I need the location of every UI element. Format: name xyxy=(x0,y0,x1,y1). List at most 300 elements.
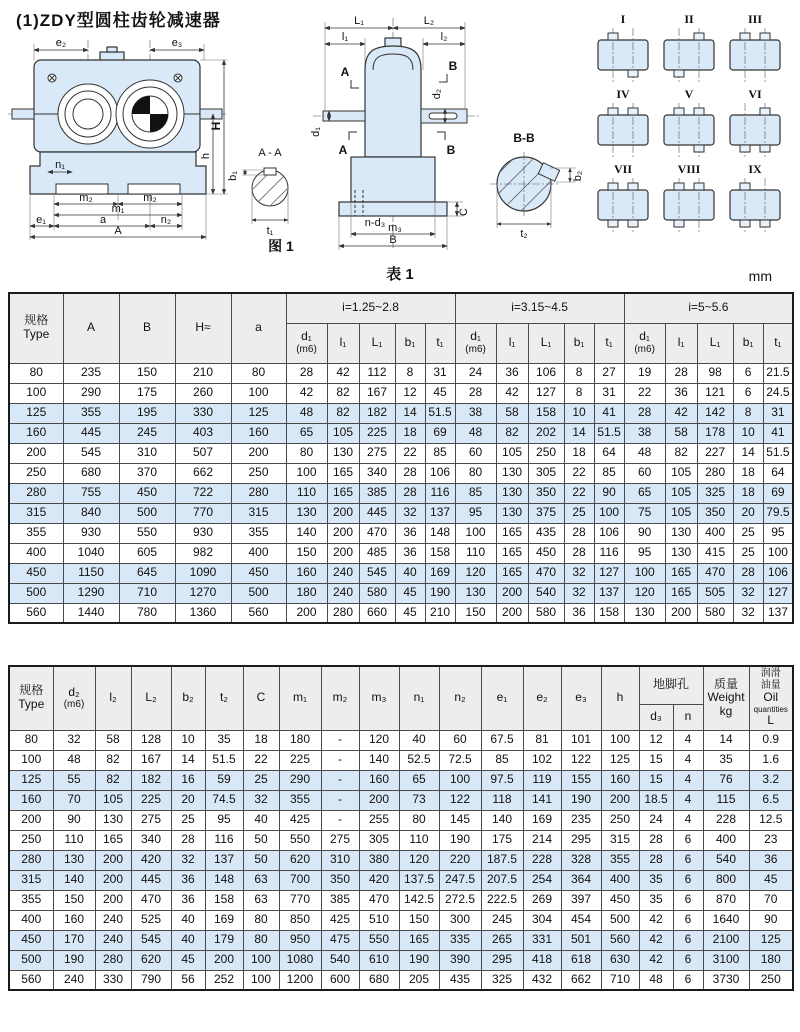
header-t1: t₁ xyxy=(425,323,455,363)
value-cell: 80 xyxy=(455,463,496,483)
row-type-cell: 125 xyxy=(9,770,53,790)
dimension-table-1 xyxy=(8,292,794,624)
dimension-table-2 xyxy=(8,665,794,991)
value-cell: 470 xyxy=(359,523,395,543)
value-cell: 14 xyxy=(564,423,594,443)
row-type-cell: 560 xyxy=(9,970,53,990)
value-cell: 137 xyxy=(763,603,793,623)
table-row xyxy=(9,583,793,603)
value-cell: 310 xyxy=(119,443,175,463)
value-cell: 300 xyxy=(439,910,481,930)
value-cell: 130 xyxy=(496,483,528,503)
value-cell: 280 xyxy=(327,603,359,623)
shaft-stub-tr xyxy=(694,183,704,190)
value-cell: 105 xyxy=(95,790,131,810)
value-cell: 6 xyxy=(673,950,703,970)
variant-diagram xyxy=(656,176,722,234)
value-cell: 200 xyxy=(95,890,131,910)
value-cell: 82 xyxy=(496,423,528,443)
value-cell: 95 xyxy=(205,810,243,830)
value-cell: 269 xyxy=(523,890,561,910)
value-cell: 315 xyxy=(601,830,639,850)
value-cell: 64 xyxy=(594,443,624,463)
value-cell: 370 xyxy=(119,463,175,483)
header-l2: l₂ xyxy=(95,666,131,730)
value-cell: 10 xyxy=(733,423,763,443)
value-cell: 165 xyxy=(496,543,528,563)
row-type-cell: 560 xyxy=(9,603,63,623)
value-cell: 510 xyxy=(359,910,399,930)
value-cell: 125 xyxy=(749,930,793,950)
value-cell: 220 xyxy=(439,850,481,870)
value-cell: 31 xyxy=(425,363,455,383)
value-cell: 275 xyxy=(359,443,395,463)
value-cell: 165 xyxy=(496,523,528,543)
value-cell: 45 xyxy=(749,870,793,890)
value-cell: 290 xyxy=(63,383,119,403)
shaft-stub-tl xyxy=(740,33,750,40)
value-cell: 403 xyxy=(175,423,231,443)
value-cell: 116 xyxy=(425,483,455,503)
value-cell: 120 xyxy=(624,583,665,603)
header-m1: m₁ xyxy=(279,666,321,730)
value-cell: 32 xyxy=(733,583,763,603)
value-cell: 350 xyxy=(321,870,359,890)
value-cell: 58 xyxy=(665,423,697,443)
value-cell: 14 xyxy=(733,443,763,463)
table-row xyxy=(9,363,793,383)
value-cell: 165 xyxy=(95,830,131,850)
table-row xyxy=(9,503,793,523)
value-cell: 48 xyxy=(286,403,327,423)
header-n: n xyxy=(673,704,703,730)
variant-diagram xyxy=(590,101,656,159)
value-cell: 450 xyxy=(231,563,286,583)
value-cell: 1040 xyxy=(63,543,119,563)
value-cell: 228 xyxy=(523,850,561,870)
value-cell: 122 xyxy=(561,750,601,770)
table-row xyxy=(9,463,793,483)
value-cell: 40 xyxy=(243,810,279,830)
dim-a: a xyxy=(99,214,107,226)
value-cell: 240 xyxy=(53,970,95,990)
section-aa-drawing xyxy=(226,146,302,242)
value-cell: 42 xyxy=(639,910,673,930)
shaft-stub-tl xyxy=(674,183,684,190)
value-cell: 18 xyxy=(243,730,279,750)
value-cell: 63 xyxy=(243,890,279,910)
header-b1: b₁ xyxy=(564,323,594,363)
value-cell: 200 xyxy=(231,443,286,463)
value-cell: 190 xyxy=(439,830,481,850)
value-cell: 260 xyxy=(175,383,231,403)
value-cell: 8 xyxy=(564,383,594,403)
table-row xyxy=(9,750,793,770)
value-cell: 662 xyxy=(561,970,601,990)
shaft-stub-br xyxy=(628,70,638,77)
value-cell: 710 xyxy=(119,583,175,603)
shaft-stub-bl xyxy=(608,220,618,227)
value-cell: 105 xyxy=(496,443,528,463)
table-row xyxy=(9,970,793,990)
value-cell: 42 xyxy=(496,383,528,403)
value-cell: 722 xyxy=(175,483,231,503)
value-cell: 6 xyxy=(673,830,703,850)
table-row xyxy=(9,403,793,423)
value-cell: 32 xyxy=(243,790,279,810)
value-cell: 52.5 xyxy=(399,750,439,770)
value-cell: 280 xyxy=(697,463,733,483)
value-cell: 182 xyxy=(359,403,395,423)
table-row xyxy=(9,870,793,890)
value-cell: 59 xyxy=(205,770,243,790)
value-cell: 304 xyxy=(523,910,561,930)
value-cell: 56 xyxy=(171,970,205,990)
value-cell: 28 xyxy=(286,363,327,383)
table-row xyxy=(9,423,793,443)
shaft-stub-tl xyxy=(608,108,618,115)
value-cell: 272.5 xyxy=(439,890,481,910)
value-cell: 160 xyxy=(53,910,95,930)
value-cell: 190 xyxy=(399,950,439,970)
header-a: a xyxy=(231,293,286,363)
value-cell: 60 xyxy=(624,463,665,483)
value-cell: 200 xyxy=(286,603,327,623)
value-cell: 141 xyxy=(523,790,561,810)
value-cell: 165 xyxy=(496,563,528,583)
value-cell: 167 xyxy=(359,383,395,403)
value-cell: 160 xyxy=(359,770,399,790)
value-cell: 48 xyxy=(455,423,496,443)
value-cell: 425 xyxy=(279,810,321,830)
value-cell: 450 xyxy=(119,483,175,503)
value-cell: 125 xyxy=(231,403,286,423)
variant-diagram xyxy=(656,101,722,159)
value-cell: 100 xyxy=(243,970,279,990)
value-cell: 6 xyxy=(673,870,703,890)
value-cell: 130 xyxy=(624,603,665,623)
value-cell: 950 xyxy=(279,930,321,950)
value-cell: 32 xyxy=(733,603,763,623)
table1-caption: 表 1 xyxy=(386,266,414,283)
value-cell: 540 xyxy=(703,850,749,870)
value-cell: 525 xyxy=(131,910,171,930)
value-cell: 165 xyxy=(399,930,439,950)
value-cell: 100 xyxy=(286,463,327,483)
value-cell: 165 xyxy=(327,463,359,483)
value-cell: 235 xyxy=(63,363,119,383)
value-cell: 432 xyxy=(523,970,561,990)
value-cell: 74.5 xyxy=(205,790,243,810)
value-cell: 128 xyxy=(131,730,171,750)
value-cell: 630 xyxy=(601,950,639,970)
value-cell: 106 xyxy=(528,363,564,383)
value-cell: 81 xyxy=(523,730,561,750)
value-cell: 225 xyxy=(359,423,395,443)
row-type-cell: 400 xyxy=(9,543,63,563)
value-cell: 137 xyxy=(425,503,455,523)
value-cell: 200 xyxy=(359,790,399,810)
value-cell: 58 xyxy=(95,730,131,750)
value-cell: 180 xyxy=(286,583,327,603)
value-cell: 148 xyxy=(205,870,243,890)
value-cell: 6 xyxy=(673,910,703,930)
value-cell: 41 xyxy=(763,423,793,443)
value-cell: 28 xyxy=(639,830,673,850)
header-l1: l₁ xyxy=(327,323,359,363)
value-cell: 155 xyxy=(561,770,601,790)
value-cell: 40 xyxy=(395,563,425,583)
value-cell: 15 xyxy=(639,770,673,790)
value-cell: 119 xyxy=(523,770,561,790)
value-cell: 214 xyxy=(523,830,561,850)
value-cell: 600 xyxy=(321,970,359,990)
value-cell: 36 xyxy=(171,890,205,910)
dim-e2: e₂ xyxy=(55,37,67,49)
value-cell: 63 xyxy=(243,870,279,890)
header-ratio-group-2: i=3.15~4.5 xyxy=(455,293,624,323)
figure-caption: 图 1 xyxy=(268,238,294,254)
header-m3: m₃ xyxy=(359,666,399,730)
shaft-stub-bl xyxy=(674,220,684,227)
value-cell: 16 xyxy=(171,770,205,790)
value-cell: 38 xyxy=(455,403,496,423)
value-cell: 127 xyxy=(528,383,564,403)
value-cell: - xyxy=(321,730,359,750)
value-cell: 82 xyxy=(327,383,359,403)
value-cell: 250 xyxy=(601,810,639,830)
value-cell: 90 xyxy=(749,910,793,930)
value-cell: 470 xyxy=(528,563,564,583)
value-cell: 3730 xyxy=(703,970,749,990)
value-cell: 130 xyxy=(95,810,131,830)
value-cell: 100 xyxy=(439,770,481,790)
value-cell: 280 xyxy=(231,483,286,503)
value-cell: 130 xyxy=(496,503,528,523)
header-e2: e₂ xyxy=(523,666,561,730)
value-cell: 190 xyxy=(425,583,455,603)
value-cell: 254 xyxy=(523,870,561,890)
value-cell: 42 xyxy=(327,363,359,383)
value-cell: 73 xyxy=(399,790,439,810)
value-cell: 790 xyxy=(131,970,171,990)
value-cell: 10 xyxy=(564,403,594,423)
value-cell: 178 xyxy=(697,423,733,443)
value-cell: 180 xyxy=(279,730,321,750)
variant-label: V xyxy=(684,87,694,101)
value-cell: 1360 xyxy=(175,603,231,623)
value-cell: 36 xyxy=(395,523,425,543)
value-cell: 42 xyxy=(639,950,673,970)
value-cell: 137 xyxy=(594,583,624,603)
value-cell: 100 xyxy=(763,543,793,563)
value-cell: 500 xyxy=(601,910,639,930)
value-cell: 100 xyxy=(624,563,665,583)
value-cell: 3100 xyxy=(703,950,749,970)
header-e3: e₃ xyxy=(561,666,601,730)
value-cell: 305 xyxy=(528,463,564,483)
value-cell: 645 xyxy=(119,563,175,583)
value-cell: 610 xyxy=(359,950,399,970)
dim-d2: d₂ xyxy=(431,88,443,100)
header-B: B xyxy=(119,293,175,363)
header-n1: n₁ xyxy=(399,666,439,730)
value-cell: 200 xyxy=(327,523,359,543)
value-cell: 58 xyxy=(496,403,528,423)
value-cell: 418 xyxy=(523,950,561,970)
value-cell: 6 xyxy=(673,890,703,910)
value-cell: 22 xyxy=(624,383,665,403)
dim-m1: m₁ xyxy=(111,203,125,215)
value-cell: 150 xyxy=(53,890,95,910)
row-type-cell: 450 xyxy=(9,930,53,950)
value-cell: 12 xyxy=(639,730,673,750)
value-cell: 25 xyxy=(733,543,763,563)
value-cell: 116 xyxy=(205,830,243,850)
value-cell: 150 xyxy=(286,543,327,563)
value-cell: 158 xyxy=(594,603,624,623)
value-cell: 1200 xyxy=(279,970,321,990)
value-cell: 225 xyxy=(279,750,321,770)
variant-diagram xyxy=(590,26,656,84)
value-cell: 870 xyxy=(703,890,749,910)
value-cell: 18 xyxy=(564,443,594,463)
table-row xyxy=(9,383,793,403)
value-cell: 700 xyxy=(279,870,321,890)
value-cell: 470 xyxy=(359,890,399,910)
value-cell: 97.5 xyxy=(481,770,523,790)
value-cell: 28 xyxy=(639,850,673,870)
dim-e3: e₃ xyxy=(171,37,183,49)
shaft-stub-tr xyxy=(760,33,770,40)
value-cell: 175 xyxy=(481,830,523,850)
mount-variant-IV xyxy=(590,87,656,159)
value-cell: 200 xyxy=(496,603,528,623)
value-cell: 140 xyxy=(481,810,523,830)
value-cell: 200 xyxy=(95,850,131,870)
dim-h: h xyxy=(200,152,212,160)
value-cell: 8 xyxy=(395,363,425,383)
row-type-cell: 250 xyxy=(9,463,63,483)
value-cell: 102 xyxy=(523,750,561,770)
shaft-stub-bl xyxy=(674,70,684,77)
value-cell: 364 xyxy=(561,870,601,890)
value-cell: 169 xyxy=(523,810,561,830)
value-cell: 420 xyxy=(131,850,171,870)
shaft-stub-br xyxy=(760,220,770,227)
value-cell: 116 xyxy=(594,543,624,563)
value-cell: 90 xyxy=(53,810,95,830)
value-cell: 100 xyxy=(455,523,496,543)
header-l1: l₁ xyxy=(665,323,697,363)
value-cell: 200 xyxy=(327,543,359,563)
value-cell: 618 xyxy=(561,950,601,970)
section-marker-a-top: A xyxy=(340,65,350,79)
value-cell: 200 xyxy=(601,790,639,810)
value-cell: 51.5 xyxy=(594,423,624,443)
dim-H: H xyxy=(209,121,223,131)
value-cell: 48 xyxy=(639,970,673,990)
value-cell: 167 xyxy=(131,750,171,770)
table-row xyxy=(9,890,793,910)
header-L1: L₁ xyxy=(359,323,395,363)
value-cell: 110 xyxy=(53,830,95,850)
value-cell: 140 xyxy=(286,523,327,543)
value-cell: 24 xyxy=(455,363,496,383)
value-cell: 12 xyxy=(395,383,425,403)
value-cell: 20 xyxy=(733,503,763,523)
value-cell: 23 xyxy=(749,830,793,850)
value-cell: 60 xyxy=(455,443,496,463)
value-cell: 420 xyxy=(359,870,399,890)
value-cell: 90 xyxy=(594,483,624,503)
value-cell: 51.5 xyxy=(205,750,243,770)
variant-label: VII xyxy=(613,162,632,176)
mount-variant-VI xyxy=(722,87,788,159)
value-cell: 540 xyxy=(528,583,564,603)
value-cell: 50 xyxy=(243,850,279,870)
value-cell: 31 xyxy=(763,403,793,423)
value-cell: 200 xyxy=(327,503,359,523)
value-cell: 55 xyxy=(53,770,95,790)
value-cell: 1270 xyxy=(175,583,231,603)
header-ratio-group-1: i=1.25~2.8 xyxy=(286,293,455,323)
value-cell: 14 xyxy=(171,750,205,770)
row-type-cell: 500 xyxy=(9,583,63,603)
value-cell: 1150 xyxy=(63,563,119,583)
value-cell: 70 xyxy=(749,890,793,910)
value-cell: 25 xyxy=(564,503,594,523)
value-cell: 385 xyxy=(321,890,359,910)
value-cell: 6 xyxy=(673,850,703,870)
value-cell: 175 xyxy=(119,383,175,403)
value-cell: 22 xyxy=(243,750,279,770)
variant-label: VIII xyxy=(677,162,701,176)
table-row xyxy=(9,850,793,870)
value-cell: 415 xyxy=(697,543,733,563)
value-cell: 41 xyxy=(594,403,624,423)
value-cell: 100 xyxy=(243,950,279,970)
value-cell: 545 xyxy=(63,443,119,463)
value-cell: 100 xyxy=(594,503,624,523)
value-cell: 580 xyxy=(528,603,564,623)
value-cell: 21.5 xyxy=(763,363,793,383)
value-cell: 28 xyxy=(171,830,205,850)
header-oil: 润滑 油量 Oil quantities L xyxy=(749,666,793,730)
value-cell: 240 xyxy=(95,910,131,930)
value-cell: 470 xyxy=(131,890,171,910)
value-cell: 1080 xyxy=(279,950,321,970)
value-cell: 325 xyxy=(481,970,523,990)
header-d1: d₁ (m6) xyxy=(624,323,665,363)
header-n2: n₂ xyxy=(439,666,481,730)
value-cell: 400 xyxy=(231,543,286,563)
value-cell: 36 xyxy=(496,363,528,383)
value-cell: 35 xyxy=(639,870,673,890)
dim-l1: l₁ xyxy=(341,31,349,43)
value-cell: 51.5 xyxy=(425,403,455,423)
value-cell: 605 xyxy=(119,543,175,563)
value-cell: 45 xyxy=(425,383,455,403)
header-type-zh: 规格 xyxy=(24,313,49,328)
header-e1: e₁ xyxy=(481,666,523,730)
section-bb-title: B-B xyxy=(513,131,535,145)
table-row xyxy=(9,810,793,830)
value-cell: 800 xyxy=(703,870,749,890)
value-cell: 560 xyxy=(601,930,639,950)
value-cell: 445 xyxy=(63,423,119,443)
value-cell: 1440 xyxy=(63,603,119,623)
